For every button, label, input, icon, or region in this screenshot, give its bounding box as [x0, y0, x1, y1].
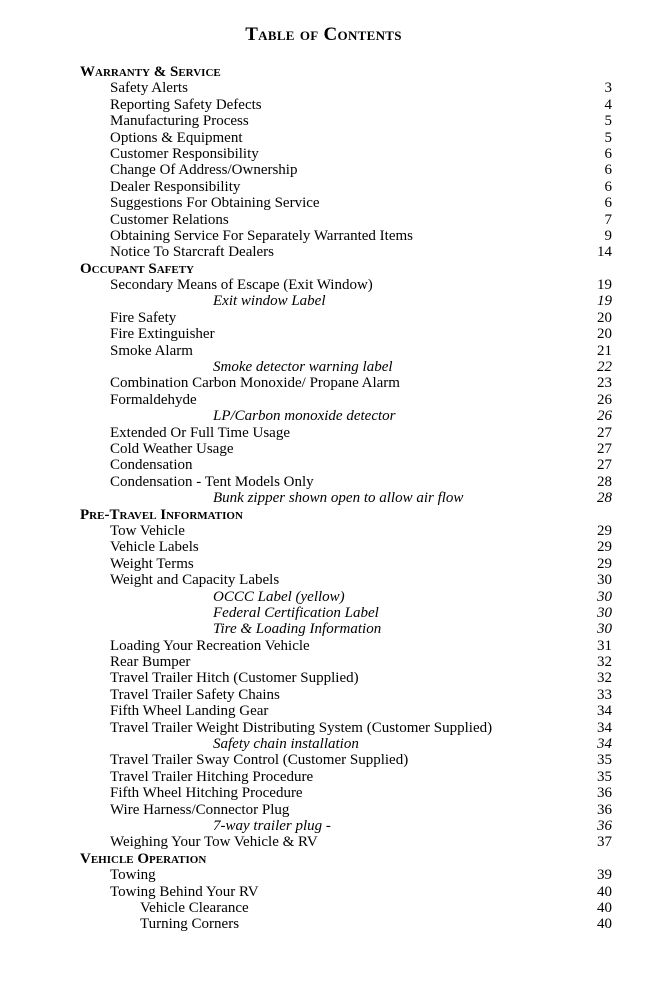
- toc-entry-label: Dealer Responsibility: [110, 178, 241, 195]
- toc-entry-page-number: 36: [597, 801, 612, 818]
- toc-entry-page-number: 36: [597, 785, 612, 802]
- toc-entry-page-number: 7: [604, 211, 612, 228]
- toc-entry: [80, 179, 612, 195]
- toc-entry-page-number: 9: [604, 227, 612, 244]
- toc-entry-page-number: 35: [597, 768, 612, 785]
- toc-entry-label: Fifth Wheel Landing Gear: [110, 703, 269, 720]
- toc-entry-page-number: 39: [597, 867, 612, 884]
- toc-entry: [80, 326, 612, 342]
- toc-entry-label: Travel Trailer Weight Distributing System (Customer Supplied): [110, 719, 493, 736]
- toc-entry: [80, 113, 612, 129]
- toc-entry: [80, 638, 612, 654]
- toc-entry: [80, 720, 612, 736]
- toc-figure-entry: [80, 736, 612, 752]
- toc-entry-page-number: 6: [604, 162, 612, 179]
- toc-figure-entry: [80, 589, 612, 605]
- section-heading: Vehicle Operation: [80, 850, 207, 867]
- toc-entry-label: Bunk zipper shown open to allow air flow: [213, 490, 464, 507]
- toc-entry: [80, 769, 612, 785]
- toc-entry-label: Formaldehyde: [110, 391, 197, 408]
- toc-entry-label: Tire & Loading Information: [213, 621, 382, 638]
- toc-entry-label: Safety chain installation: [213, 736, 359, 753]
- table-of-contents: [80, 64, 612, 933]
- toc-figure-entry: [80, 490, 612, 506]
- toc-figure-entry: [80, 621, 612, 637]
- toc-entry-page-number: 30: [597, 604, 612, 621]
- toc-entry-page-number: 32: [597, 654, 612, 671]
- toc-entry: [80, 195, 612, 211]
- toc-entry-page-number: 26: [597, 408, 612, 425]
- toc-entry-label: Weight and Capacity Labels: [110, 572, 280, 589]
- toc-entry: [80, 654, 612, 670]
- toc-entry-page-number: 4: [604, 96, 612, 113]
- toc-figure-entry: [80, 818, 612, 834]
- toc-entry-page-number: 36: [597, 817, 612, 834]
- toc-entry-page-number: 30: [597, 621, 612, 638]
- toc-entry-label: Combination Carbon Monoxide/ Propane Alarm: [110, 375, 400, 392]
- toc-entry-label: Notice To Starcraft Dealers: [110, 244, 275, 261]
- toc-entry: [80, 884, 612, 900]
- toc-entry-page-number: 27: [597, 457, 612, 474]
- toc-entry: [80, 556, 612, 572]
- toc-entry-page-number: 34: [597, 703, 612, 720]
- toc-entry-page-number: 27: [597, 424, 612, 441]
- toc-entry-label: Exit window Label: [213, 293, 326, 310]
- toc-entry: [80, 752, 612, 768]
- toc-entry-label: Change Of Address/Ownership: [110, 162, 298, 179]
- toc-entry-label: Loading Your Recreation Vehicle: [110, 637, 310, 654]
- toc-entry-label: Reporting Safety Defects: [110, 96, 262, 113]
- toc-entry-page-number: 29: [597, 539, 612, 556]
- toc-entry-page-number: 19: [597, 293, 612, 310]
- toc-entry-page-number: 20: [597, 326, 612, 343]
- toc-entry-label: Travel Trailer Sway Control (Customer Supplied): [110, 752, 409, 769]
- toc-figure-entry: [80, 408, 612, 424]
- toc-entry-page-number: 40: [597, 916, 612, 933]
- section-heading: Occupant Safety: [80, 260, 194, 277]
- toc-entry-label: Smoke detector warning label: [213, 359, 393, 376]
- toc-figure-entry: [80, 605, 612, 621]
- toc-entry-page-number: 6: [604, 195, 612, 212]
- toc-entry-page-number: 23: [597, 375, 612, 392]
- toc-entry-page-number: 34: [597, 736, 612, 753]
- toc-entry-label: LP/Carbon monoxide detector: [213, 408, 396, 425]
- toc-entry-label: Tow Vehicle: [110, 522, 185, 539]
- toc-entry-label: Fire Extinguisher: [110, 326, 215, 343]
- toc-entry: [80, 916, 612, 932]
- toc-entry-label: Condensation - Tent Models Only: [110, 473, 314, 490]
- toc-entry-page-number: 33: [597, 686, 612, 703]
- toc-entry: [80, 572, 612, 588]
- toc-entry-page-number: 14: [597, 244, 612, 261]
- toc-entry: [80, 670, 612, 686]
- toc-entry-page-number: 5: [604, 113, 612, 130]
- toc-entry-label: Rear Bumper: [110, 654, 191, 671]
- toc-entry: [80, 703, 612, 719]
- toc-entry: [80, 277, 612, 293]
- toc-entry-label: Weight Terms: [110, 555, 194, 572]
- toc-entry-page-number: 29: [597, 555, 612, 572]
- toc-entry-label: Travel Trailer Safety Chains: [110, 686, 280, 703]
- toc-entry-label: Towing: [110, 867, 156, 884]
- toc-entry-page-number: 30: [597, 588, 612, 605]
- toc-entry: [80, 162, 612, 178]
- toc-entry: [80, 310, 612, 326]
- toc-entry-page-number: 40: [597, 883, 612, 900]
- toc-figure-entry: [80, 293, 612, 309]
- toc-entry-page-number: 32: [597, 670, 612, 687]
- toc-entry-page-number: 29: [597, 522, 612, 539]
- toc-entry: [80, 523, 612, 539]
- toc-entry-page-number: 35: [597, 752, 612, 769]
- toc-entry-label: Customer Relations: [110, 211, 229, 228]
- toc-entry: [80, 343, 612, 359]
- toc-entry-label: Manufacturing Process: [110, 113, 249, 130]
- toc-entry-label: 7-way trailer plug -: [213, 817, 331, 834]
- toc-entry-page-number: 6: [604, 178, 612, 195]
- page-title: Table of Contents: [245, 24, 402, 45]
- toc-entry-label: OCCC Label (yellow): [213, 588, 345, 605]
- toc-entry-page-number: 21: [597, 342, 612, 359]
- toc-entry: [80, 867, 612, 883]
- toc-entry-label: Suggestions For Obtaining Service: [110, 195, 320, 212]
- toc-entry-page-number: 31: [597, 637, 612, 654]
- toc-entry: [80, 425, 612, 441]
- toc-entry: [80, 146, 612, 162]
- section-heading: Pre-Travel Information: [80, 506, 243, 523]
- toc-entry-page-number: 3: [604, 80, 612, 97]
- toc-entry-label: Customer Responsibility: [110, 145, 259, 162]
- toc-entry-label: Options & Equipment: [110, 129, 243, 146]
- toc-entry: [80, 834, 612, 850]
- toc-entry-label: Fire Safety: [110, 309, 177, 326]
- toc-entry-label: Turning Corners: [140, 916, 240, 933]
- toc-entry: [80, 80, 612, 96]
- toc-entry-page-number: 6: [604, 145, 612, 162]
- toc-entry-page-number: 40: [597, 899, 612, 916]
- toc-entry-label: Extended Or Full Time Usage: [110, 424, 290, 441]
- toc-entry-page-number: 28: [597, 490, 612, 507]
- toc-entry-page-number: 19: [597, 277, 612, 294]
- toc-entry-label: Secondary Means of Escape (Exit Window): [110, 277, 373, 294]
- toc-entry-label: Vehicle Labels: [110, 539, 199, 556]
- toc-entry: [80, 457, 612, 473]
- toc-entry-label: Smoke Alarm: [110, 342, 193, 359]
- toc-entry: [80, 441, 612, 457]
- toc-entry: [80, 392, 612, 408]
- toc-entry-page-number: 22: [597, 359, 612, 376]
- toc-entry-label: Federal Certification Label: [213, 604, 379, 621]
- toc-entry-label: Wire Harness/Connector Plug: [110, 801, 290, 818]
- toc-entry-label: Condensation: [110, 457, 193, 474]
- toc-entry-page-number: 37: [597, 834, 612, 851]
- toc-entry-label: Cold Weather Usage: [110, 440, 234, 457]
- toc-entry: [80, 785, 612, 801]
- toc-entry-page-number: 20: [597, 309, 612, 326]
- toc-entry-page-number: 28: [597, 473, 612, 490]
- toc-figure-entry: [80, 359, 612, 375]
- toc-entry: [80, 802, 612, 818]
- toc-entry-label: Towing Behind Your RV: [110, 883, 259, 900]
- toc-entry: [80, 539, 612, 555]
- toc-entry-page-number: 27: [597, 440, 612, 457]
- toc-entry-label: Travel Trailer Hitching Procedure: [110, 768, 314, 785]
- toc-entry-page-number: 34: [597, 719, 612, 736]
- toc-entry: [80, 900, 612, 916]
- toc-entry-label: Weighing Your Tow Vehicle & RV: [110, 834, 318, 851]
- toc-entry-page-number: 30: [597, 572, 612, 589]
- toc-entry-label: Fifth Wheel Hitching Procedure: [110, 785, 303, 802]
- toc-entry: [80, 687, 612, 703]
- toc-entry-page-number: 5: [604, 129, 612, 146]
- toc-entry: [80, 474, 612, 490]
- toc-entry-label: Travel Trailer Hitch (Customer Supplied): [110, 670, 359, 687]
- toc-entry: [80, 97, 612, 113]
- toc-entry-label: Obtaining Service For Separately Warranted Items: [110, 227, 414, 244]
- toc-entry-page-number: 26: [597, 391, 612, 408]
- section-heading: Warranty & Service: [80, 64, 221, 80]
- toc-entry: [80, 244, 612, 260]
- toc-entry-label: Safety Alerts: [110, 80, 188, 97]
- toc-entry: [80, 130, 612, 146]
- toc-entry: [80, 375, 612, 391]
- toc-entry: [80, 228, 612, 244]
- toc-entry: [80, 212, 612, 228]
- toc-entry-label: Vehicle Clearance: [140, 899, 249, 916]
